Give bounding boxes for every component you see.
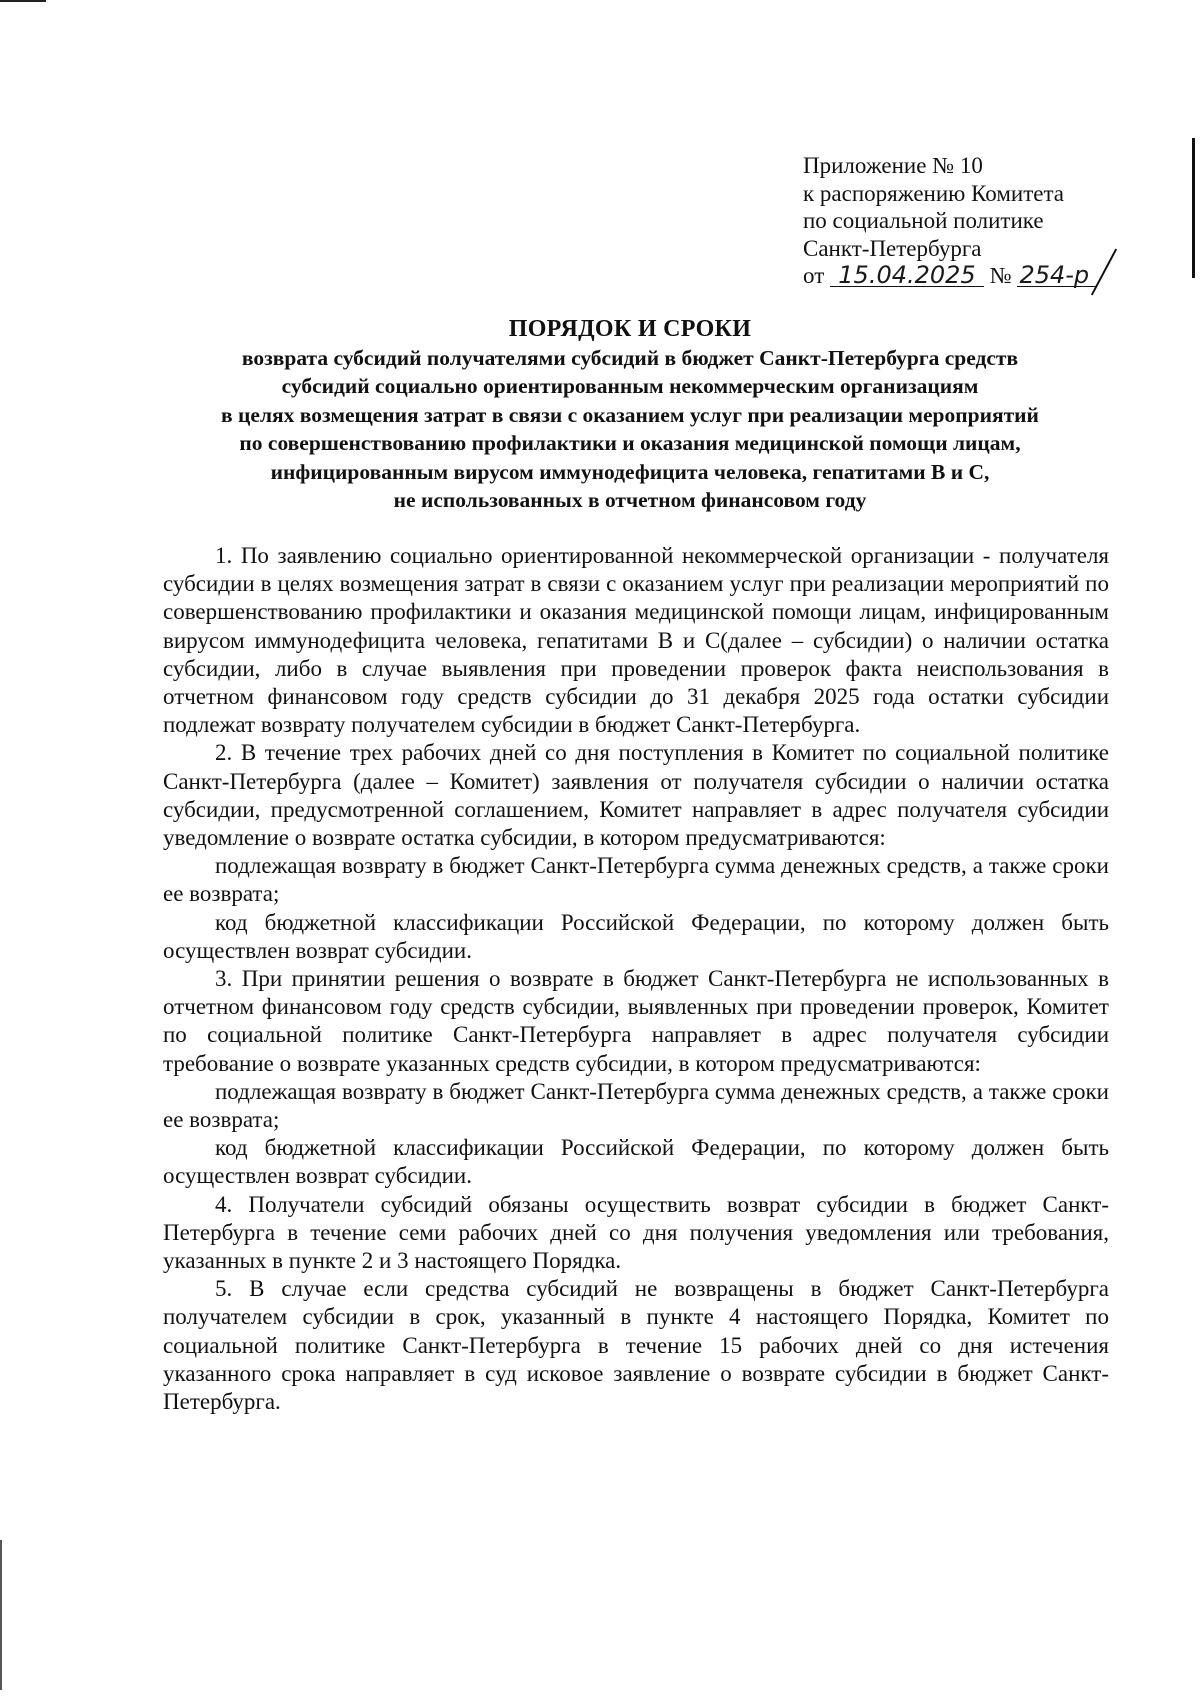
approval-line-appendix: Приложение № 10	[803, 153, 983, 178]
from-label: от	[803, 263, 825, 288]
scan-artifact-right	[1192, 138, 1195, 278]
paragraph-2-item-code: код бюджетной классификации Российской Федерации, по которому должен быть осуществлен возврат субсидии.	[163, 909, 1109, 963]
document-body	[163, 542, 1109, 1416]
approval-block	[803, 152, 1143, 290]
handwritten-number: 254-р	[1017, 264, 1097, 287]
title-line: не использованных в отчетном финансовом году	[393, 488, 867, 513]
title-main: ПОРЯДОК И СРОКИ	[508, 316, 752, 342]
title-line: в целях возмещения затрат в связи с оказанием услуг при реализации мероприятий	[221, 402, 1039, 427]
scan-artifact-top	[0, 0, 46, 2]
approval-line-date-number	[803, 262, 1143, 290]
document-title	[160, 314, 1100, 514]
paragraph-3: 3. При принятии решения о возврате в бюджет Санкт-Петербурга не использованных в отчетном финансовом году средств субсидии, выявленных при проведении проверок, Комитет по социальной политике Санкт-Петербурга направляет в адрес получателя субсидии требование о возврате указанных средств субсидии, в котором предусматриваются:	[163, 966, 1109, 1076]
paragraph-2-item-sum: подлежащая возврату в бюджет Санкт-Петербурга сумма денежных средств, а также сроки ее возврата;	[163, 853, 1109, 907]
paragraph-4: 4. Получатели субсидий обязаны осуществить возврат субсидии в бюджет Санкт-Петербурга в течение семи рабочих дней со дня получения уведомления или требования, указанных в пункте 2 и 3 настоящего Порядка.	[163, 1191, 1109, 1274]
title-line: инфицированным вирусом иммунодефицита человека, гепатитами В и С,	[270, 459, 990, 484]
approval-line-order: к распоряжению Комитета	[803, 180, 1064, 206]
paragraph-3-item-sum: подлежащая возврату в бюджет Санкт-Петербурга сумма денежных средств, а также сроки ее возврата;	[163, 1078, 1109, 1133]
approval-line-committee: по социальной политике	[803, 208, 1044, 233]
approval-line-city: Санкт-Петербурга	[803, 235, 982, 261]
paragraph-5: 5. В случае если средства субсидий не возвращены в бюджет Санкт-Петербурга получателем субсидии в срок, указанный в пункте 4 настоящего Порядка, Комитет по социальной политике Санкт-Петербурга в течение 15 рабочих дней со дня истечения указанного срока направляет в суд исковое заявление о возврате субсидии в бюджет Санкт-Петербурга.	[163, 1276, 1109, 1415]
handwritten-date: 15.04.2025	[830, 264, 984, 287]
scan-artifact-left	[0, 1540, 2, 1690]
title-line: по совершенствованию профилактики и оказания медицинской помощи лицам,	[239, 431, 1021, 456]
paragraph-2: 2. В течение трех рабочих дней со дня поступления в Комитет по социальной политике Санкт-Петербурга (далее – Комитет) заявления от получателя субсидии о наличии остатка субсидии, предусмотренной соглашением, Комитет направляет в адрес получателя субсидии уведомление о возврате остатка субсидии, в котором предусматриваются:	[163, 740, 1109, 851]
number-label: №	[989, 263, 1012, 288]
title-line: возврата субсидий получателями субсидий в бюджет Санкт-Петербурга средств	[241, 346, 1019, 370]
paragraph-1: 1. По заявлению социально ориентированной некоммерческой организации - получателя субсидии в целях возмещения затрат в связи с оказанием услуг при реализации мероприятий по совершенствованию профилактики и оказания медицинской помощи лицам, инфицированным вирусом иммунодефицита человека, гепатитами В и С(далее – субсидии) о наличии остатка субсидии, либо в случае выявления при проведении проверок факта неиспользования в отчетном финансовом году средств субсидии до 31 декабря 2025 года остатки субсидии подлежат возврату получателем субсидии в бюджет Санкт-Петербурга.	[163, 543, 1109, 738]
paragraph-3-item-code: код бюджетной классификации Российской Федерации, по которому должен быть осуществлен возврат субсидии.	[163, 1135, 1109, 1189]
title-line: субсидий социально ориентированным некоммерческим организациям	[281, 374, 979, 399]
